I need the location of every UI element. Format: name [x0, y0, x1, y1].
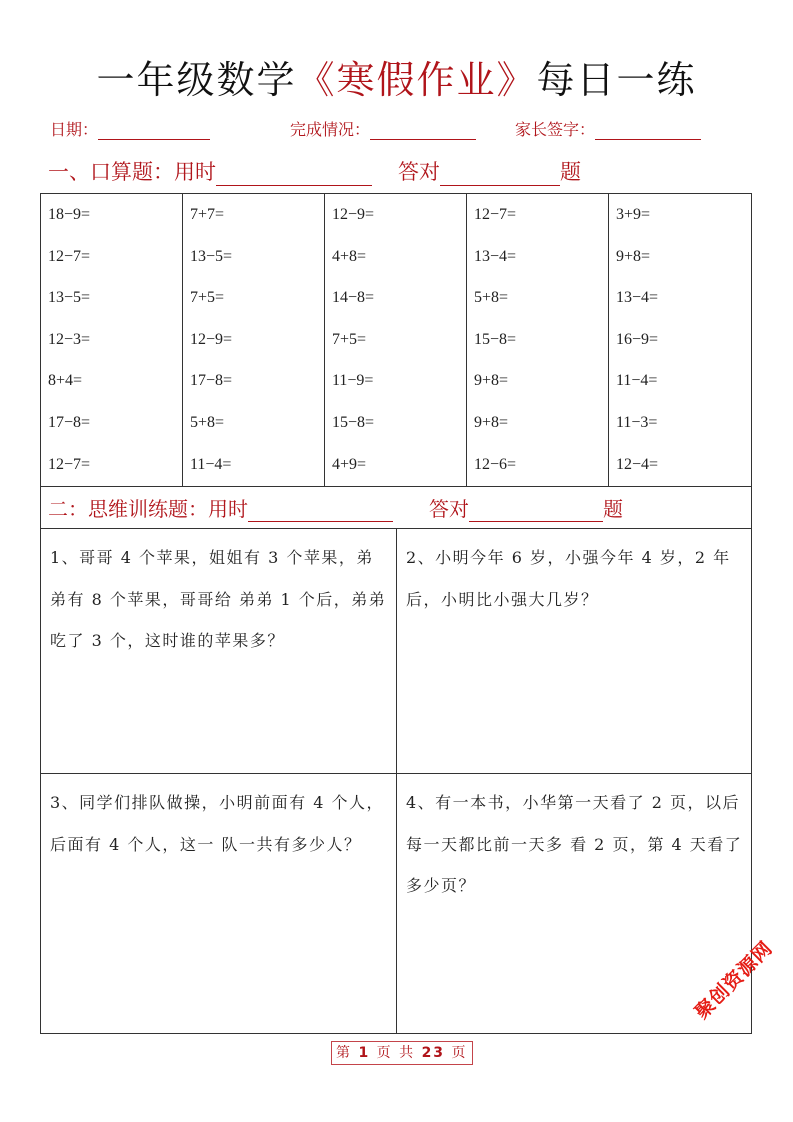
section2-header — [41, 486, 751, 529]
title-prefix: 一年级数学 — [96, 58, 297, 102]
parent-sign-field — [515, 117, 701, 140]
arithmetic-column — [325, 194, 467, 486]
arithmetic-item: 8+4= — [48, 372, 83, 390]
word-problem: 4、有一本书，小华第一天看了 2 页，以后每一天都比前一天多 看 2 页，第 4 天看了多少页？ — [406, 793, 743, 895]
page-prefix: 第 — [336, 1045, 352, 1061]
arithmetic-item: 4+8= — [332, 247, 367, 265]
arithmetic-column — [183, 194, 325, 486]
arithmetic-item: 17−8= — [48, 413, 91, 431]
arithmetic-item: 12−9= — [190, 330, 233, 348]
page-mid: 页 共 — [376, 1045, 416, 1061]
arithmetic-item: 11−3= — [616, 413, 658, 431]
word-problems — [41, 529, 751, 1033]
parent-sign-blank[interactable] — [595, 119, 701, 140]
completion-label: 完成情况： — [290, 120, 371, 139]
arithmetic-item: 13−5= — [190, 247, 233, 265]
arithmetic-item: 13−4= — [474, 247, 517, 265]
word-problem: 1、哥哥 4 个苹果，姐姐有 3 个苹果，弟弟有 8 个苹果，哥哥给 弟弟 1 个后，弟弟吃了 3 个，这时谁的苹果多？ — [41, 529, 397, 774]
page-title — [0, 52, 793, 108]
arithmetic-item: 12−7= — [474, 206, 517, 223]
section1-time-blank[interactable] — [216, 161, 372, 186]
arithmetic-item: 18−9= — [48, 206, 91, 223]
arithmetic-item: 9+8= — [474, 372, 509, 390]
arithmetic-item: 12−7= — [48, 247, 91, 265]
arithmetic-item: 11−4= — [616, 372, 658, 390]
arithmetic-item: 13−4= — [616, 289, 659, 307]
title-suffix: 每日一练 — [536, 58, 697, 102]
meta-row — [50, 117, 750, 147]
section1-correct-blank[interactable] — [440, 161, 560, 186]
arithmetic-item: 15−8= — [474, 330, 517, 348]
section2-correct-label: 答对 — [429, 497, 469, 521]
word-problem: 2、小明今年 6 岁，小强今年 4 岁，2 年后，小明比小强大几岁？ — [397, 529, 751, 774]
arithmetic-item: 12−7= — [48, 455, 91, 473]
section2-correct-blank[interactable] — [469, 497, 603, 522]
completion-blank[interactable] — [370, 119, 476, 140]
arithmetic-item: 11−4= — [190, 455, 232, 473]
section2-time-blank[interactable] — [248, 497, 393, 522]
arithmetic-item: 7+5= — [332, 330, 367, 348]
arithmetic-item: 12−3= — [48, 330, 91, 348]
arithmetic-item: 3+9= — [616, 206, 651, 223]
section2-title: 二：思维训练题：用时 — [48, 497, 248, 521]
arithmetic-item: 16−9= — [616, 330, 659, 348]
date-blank[interactable] — [98, 119, 210, 140]
date-field — [50, 117, 210, 140]
arithmetic-item: 9+8= — [474, 413, 509, 431]
arithmetic-column — [41, 194, 183, 486]
page-indicator — [331, 1041, 473, 1065]
arithmetic-item: 7+7= — [190, 206, 225, 223]
arithmetic-item: 4+9= — [332, 455, 367, 473]
parent-sign-label: 家长签字： — [515, 120, 596, 139]
title-highlight: 《寒假作业》 — [296, 58, 537, 102]
arithmetic-item: 15−8= — [332, 413, 375, 431]
arithmetic-item: 11−9= — [332, 372, 374, 390]
current-page: 1 — [358, 1045, 371, 1061]
page-suffix: 页 — [451, 1045, 468, 1061]
arithmetic-item: 9+8= — [616, 247, 651, 265]
word-problem: 3、同学们排队做操，小明前面有 4 个人，后面有 4 个人，这一 队一共有多少人？ — [41, 774, 397, 1033]
arithmetic-item: 13−5= — [48, 289, 91, 307]
arithmetic-grid — [41, 194, 751, 486]
worksheet-table — [40, 193, 752, 1034]
arithmetic-column — [467, 194, 609, 486]
arithmetic-item: 5+8= — [190, 413, 225, 431]
section1-correct-label: 答对 — [398, 160, 440, 184]
section1-title: 一、口算题：用时 — [48, 160, 216, 184]
arithmetic-column — [609, 194, 751, 486]
arithmetic-item: 7+5= — [190, 289, 225, 307]
section1-header — [48, 156, 581, 186]
arithmetic-item: 14−8= — [332, 289, 375, 307]
arithmetic-item: 5+8= — [474, 289, 509, 307]
section2-unit: 题 — [603, 497, 623, 521]
watermark: 聚创资源网 — [690, 937, 778, 1024]
total-pages: 23 — [421, 1045, 446, 1061]
arithmetic-item: 12−6= — [474, 455, 517, 473]
date-label: 日期： — [50, 120, 99, 139]
arithmetic-item: 12−4= — [616, 455, 659, 473]
section1-unit: 题 — [560, 160, 581, 184]
completion-field — [290, 117, 476, 140]
arithmetic-item: 17−8= — [190, 372, 233, 390]
arithmetic-item: 12−9= — [332, 206, 375, 223]
